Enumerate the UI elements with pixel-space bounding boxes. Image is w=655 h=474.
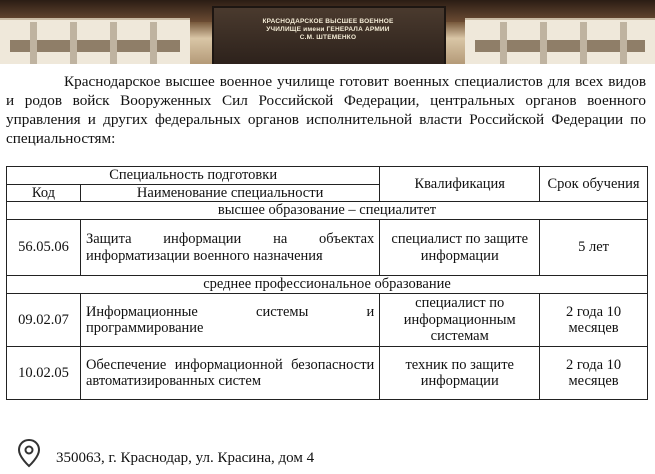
section-title: высшее образование – специалитет bbox=[7, 202, 648, 220]
building-entrance bbox=[212, 6, 446, 64]
column bbox=[500, 22, 507, 64]
specialty-qualification: специалист по информационным системам bbox=[380, 294, 540, 347]
table-header-row bbox=[7, 167, 648, 185]
specialty-qualification: техник по защите информации bbox=[380, 347, 540, 400]
building-sign bbox=[228, 18, 428, 42]
building-photo bbox=[0, 0, 655, 64]
section-title: среднее профессиональное образование bbox=[7, 276, 648, 294]
intro-paragraph: Краснодарское высшее военное училище готовит военных специалистов для всех видов и родов войск Вооруженных Сил Российской Федерации, центральных органов военного управления и других федеральных органов исполнительной власти Российской Федерации по специальностям: bbox=[6, 73, 646, 147]
column bbox=[620, 22, 627, 64]
address-text: 350063, г. Краснодар, ул. Красина, дом 4 bbox=[56, 450, 315, 466]
specialty-term: 5 лет bbox=[540, 220, 648, 276]
header-code: Код bbox=[7, 184, 81, 202]
section-row bbox=[7, 276, 648, 294]
location-pin-icon bbox=[16, 438, 42, 468]
section-row bbox=[7, 202, 648, 220]
specialty-code: 10.02.05 bbox=[7, 347, 81, 400]
table-row bbox=[7, 220, 648, 276]
header-qualification: Квалификация bbox=[380, 167, 540, 202]
column bbox=[150, 22, 157, 64]
header-specialty-group: Специальность подготовки bbox=[7, 167, 380, 185]
specialty-name: Защита информации на объектах информатизации военного назначения bbox=[80, 220, 379, 276]
table-row bbox=[7, 294, 648, 347]
column bbox=[110, 22, 117, 64]
specialty-code: 56.05.06 bbox=[7, 220, 81, 276]
column bbox=[70, 22, 77, 64]
specialty-code: 09.02.07 bbox=[7, 294, 81, 347]
address-block bbox=[16, 438, 416, 468]
specialties-table bbox=[6, 166, 648, 400]
building-sign-line: С.М. ШТЕМЕНКО bbox=[299, 34, 357, 41]
building-sign-line: КРАСНОДАРСКОЕ ВЫСШЕЕ ВОЕННОЕ bbox=[262, 18, 394, 25]
specialty-term: 2 года 10 месяцев bbox=[540, 347, 648, 400]
column bbox=[580, 22, 587, 64]
specialty-qualification: специалист по защите информации bbox=[380, 220, 540, 276]
specialty-name: Обеспечение информационной безопасности автоматизированных систем bbox=[80, 347, 379, 400]
building-sign-line: УЧИЛИЩЕ имени ГЕНЕРАЛА АРМИИ bbox=[266, 26, 390, 33]
column bbox=[30, 22, 37, 64]
header-name: Наименование специальности bbox=[80, 184, 379, 202]
column bbox=[540, 22, 547, 64]
specialty-term: 2 года 10 месяцев bbox=[540, 294, 648, 347]
header-term: Срок обучения bbox=[540, 167, 648, 202]
table-row bbox=[7, 347, 648, 400]
specialty-name: Информационные системы и программирование bbox=[80, 294, 379, 347]
